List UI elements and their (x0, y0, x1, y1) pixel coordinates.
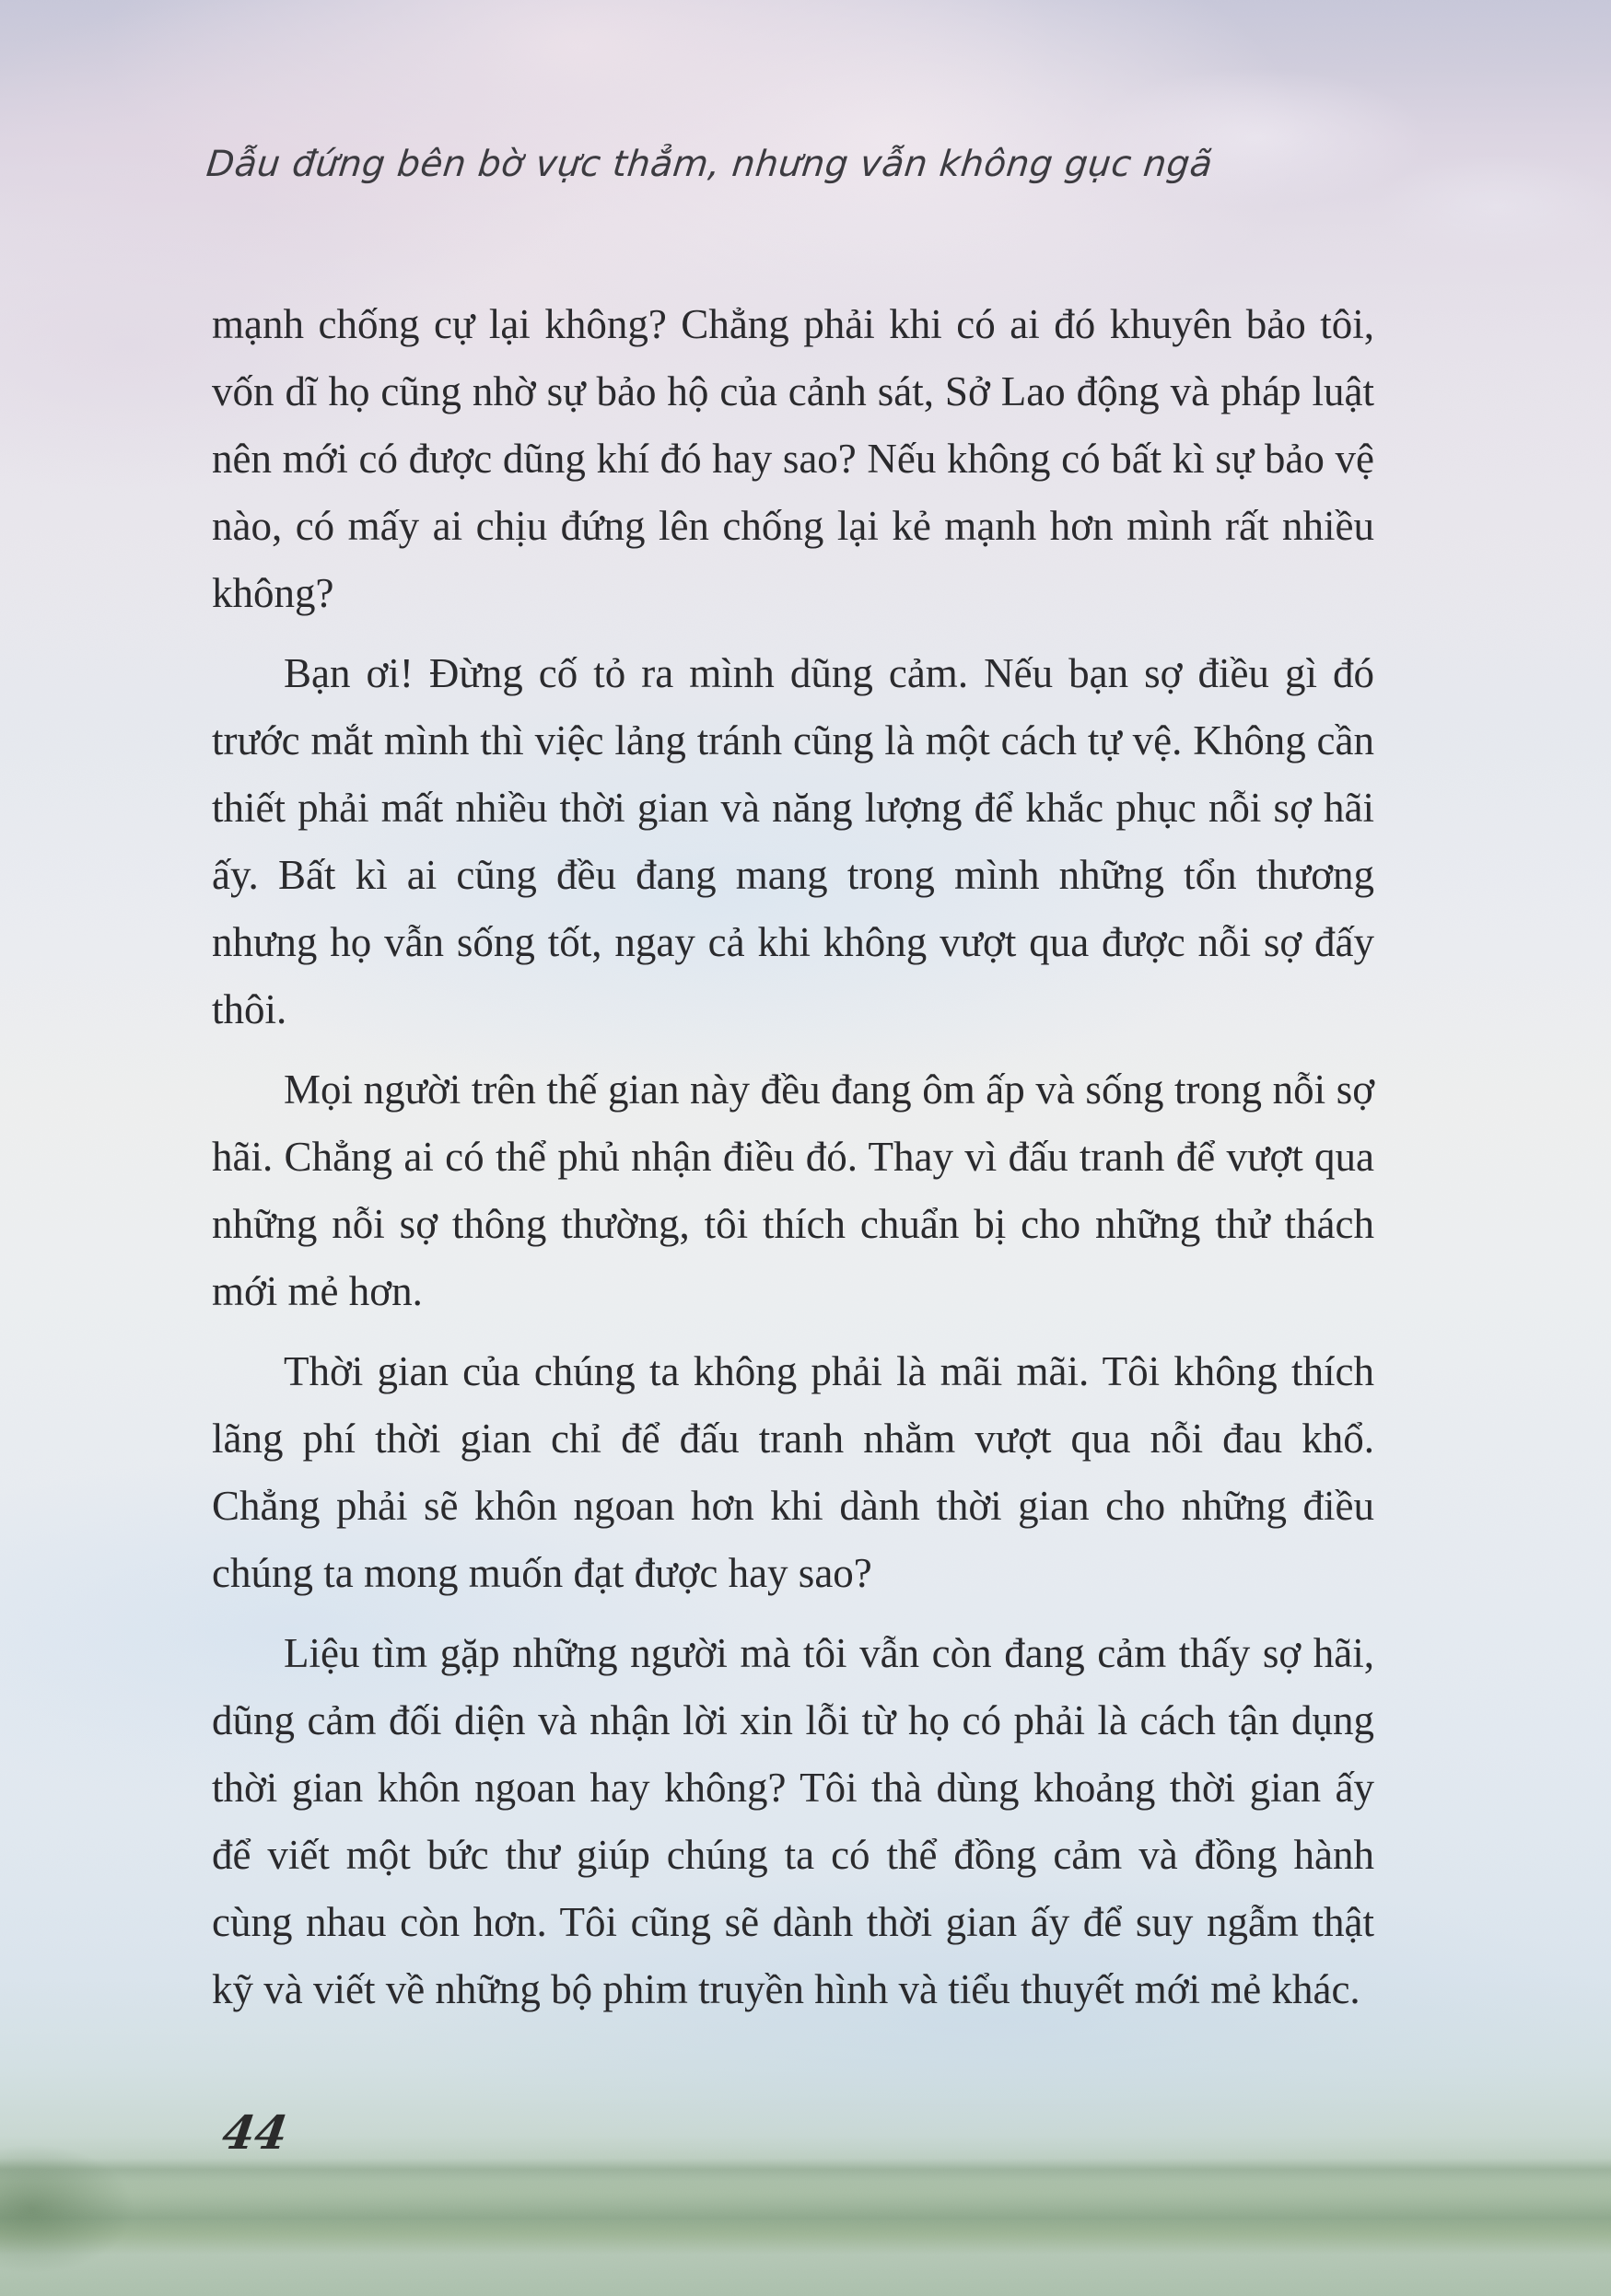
body-paragraph: mạnh chống cự lại không? Chẳng phải khi có ai đó khuyên bảo tôi, vốn dĩ họ cũng nhờ sự bảo hộ của cảnh sát, Sở Lao động và pháp luật nên mới có được dũng khí đó hay sao? Nếu không có bất kì sự bảo vệ nào, có mấy ai chịu đứng lên chống lại kẻ mạnh hơn mình rất nhiều không? (212, 301, 1374, 616)
running-header: Dẫu đứng bên bờ vực thẳm, nhưng vẫn không gục ngã (204, 144, 1215, 185)
body-paragraph: Thời gian của chúng ta không phải là mãi mãi. Tôi không thích lãng phí thời gian chỉ để đấu tranh nhằm vượt qua nỗi đau khổ. Chẳng phải sẽ khôn ngoan hơn khi dành thời gian cho những điều chúng ta mong muốn đạt được hay sao? (212, 1348, 1374, 1596)
body-paragraph: Bạn ơi! Đừng cố tỏ ra mình dũng cảm. Nếu bạn sợ điều gì đó trước mắt mình thì việc lảng tránh cũng là một cách tự vệ. Không cần thiết phải mất nhiều thời gian và năng lượng để khắc phục nỗi sợ hãi ấy. Bất kì ai cũng đều đang mang trong mình những tổn thương nhưng họ vẫn sống tốt, ngay cả khi không vượt qua được nỗi sợ đấy thôi. (212, 650, 1374, 1032)
body-text (212, 291, 1374, 2036)
body-paragraph: Liệu tìm gặp những người mà tôi vẫn còn đang cảm thấy sợ hãi, dũng cảm đối diện và nhận lời xin lỗi từ họ có phải là cách tận dụng thời gian khôn ngoan hay không? Tôi thà dùng khoảng thời gian ấy để viết một bức thư giúp chúng ta có thể đồng cảm và đồng hành cùng nhau còn hơn. Tôi cũng sẽ dành thời gian ấy để suy ngẫm thật kỹ và viết về những bộ phim truyền hình và tiểu thuyết mới mẻ khác. (212, 1630, 1374, 2012)
body-paragraph: Mọi người trên thế gian này đều đang ôm ấp và sống trong nỗi sợ hãi. Chẳng ai có thể phủ nhận điều đó. Thay vì đấu tranh để vượt qua những nỗi sợ thông thường, tôi thích chuẩn bị cho những thử thách mới mẻ hơn. (212, 1066, 1374, 1314)
page-number: 44 (218, 2105, 291, 2160)
